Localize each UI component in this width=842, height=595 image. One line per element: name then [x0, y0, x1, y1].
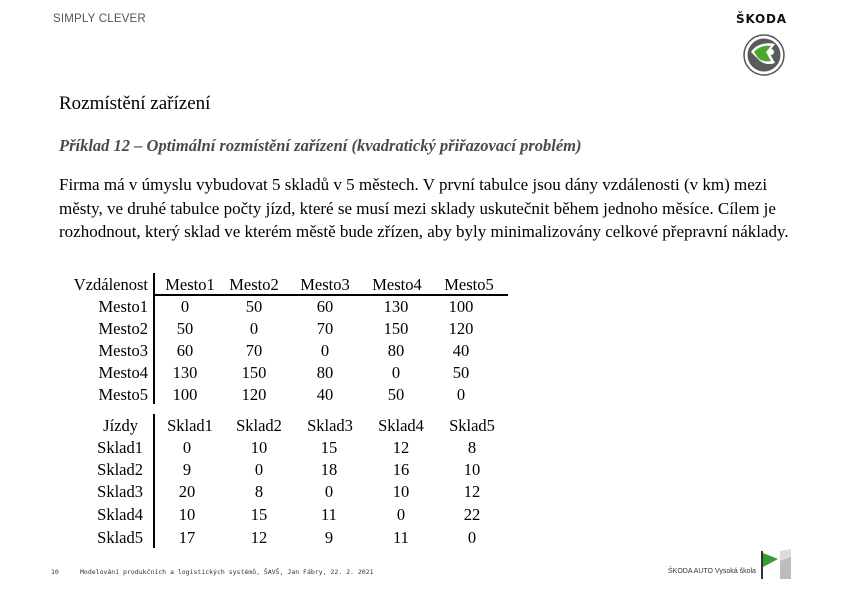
page-title: Rozmístění zařízení [59, 93, 211, 114]
trips-cell: 10 [392, 482, 410, 501]
trips-cell: 0 [182, 438, 192, 457]
trips-cell: 0 [396, 505, 406, 524]
trips-cell: 8 [467, 438, 477, 457]
distance-cell: 0 [391, 363, 401, 382]
distance-cell: 70 [245, 341, 263, 360]
distance-cell: 40 [316, 385, 334, 404]
trips-cell: 10 [463, 460, 481, 479]
distance-cell: 120 [241, 385, 267, 404]
distance-cell: 0 [456, 385, 466, 404]
distance-col-header: Mesto4 [372, 275, 422, 294]
distance-table-corner: Vzdálenost [73, 275, 148, 294]
school-flag-icon [760, 549, 792, 581]
distance-row-label: Mesto5 [98, 385, 148, 404]
distance-cell: 60 [176, 341, 194, 360]
distance-cell: 0 [249, 319, 259, 338]
intro-paragraph: Firma má v úmyslu vybudovat 5 skladů v 5 městech. V první tabulce jsou dány vzdálenosti (v km) mezi městy, ve druhé tabulce počty jízd, které se musí mezi sklady uskutečnit během jednoho měsíce. Cílem je rozhodnout, který sklad ve kterém městě bude zřízen, aby byly minimalizovány celkové přepravní náklady. [59, 175, 789, 241]
trips-cell: 15 [320, 438, 338, 457]
distance-cell: 60 [316, 297, 334, 316]
example-heading: Příklad 12 – Optimální rozmístění zařízení (kvadratický přiřazovací problém) [59, 136, 582, 155]
distance-cell: 50 [245, 297, 263, 316]
trips-cell: 11 [321, 505, 337, 524]
distance-cell: 80 [387, 341, 405, 360]
distance-row-label: Mesto2 [98, 319, 148, 338]
distance-col-header: Mesto3 [300, 275, 350, 294]
skoda-logo-icon [742, 30, 787, 80]
brand-wordmark: ŠKODA [736, 12, 787, 26]
distance-col-header: Mesto5 [444, 275, 494, 294]
trips-row-label: Sklad3 [97, 482, 143, 501]
distance-row-label: Mesto1 [98, 297, 148, 316]
tagline: SIMPLY CLEVER [53, 13, 146, 25]
trips-cell: 0 [324, 482, 334, 501]
trips-cell: 12 [392, 438, 410, 457]
distance-cell: 50 [176, 319, 194, 338]
distance-cell: 0 [180, 297, 190, 316]
distance-cell: 50 [387, 385, 405, 404]
trips-cell: 18 [320, 460, 338, 479]
distance-cell: 130 [383, 297, 409, 316]
distance-row-label: Mesto4 [98, 363, 148, 382]
distance-cell: 120 [448, 319, 474, 338]
distance-cell: 80 [316, 363, 334, 382]
distance-col-header: Mesto1 [165, 275, 215, 294]
distance-cell: 100 [172, 385, 198, 404]
trips-cell: 12 [463, 482, 481, 501]
trips-cell: 0 [254, 460, 264, 479]
distance-cell: 70 [316, 319, 334, 338]
trips-cell: 10 [178, 505, 196, 524]
trips-cell: 0 [467, 528, 477, 547]
distance-cell: 50 [452, 363, 470, 382]
trips-cell: 9 [324, 528, 334, 547]
trips-cell: 9 [182, 460, 192, 479]
trips-cell: 20 [178, 482, 196, 501]
trips-row-label: Sklad4 [97, 505, 143, 524]
trips-cell: 10 [250, 438, 268, 457]
distance-cell: 40 [452, 341, 470, 360]
distance-col-header: Mesto2 [229, 275, 279, 294]
distance-row-label: Mesto3 [98, 341, 148, 360]
distance-cell: 150 [383, 319, 409, 338]
page-number: 10 [51, 568, 59, 576]
trips-col-header: Sklad2 [236, 416, 282, 435]
trips-cell: 22 [463, 505, 481, 524]
trips-col-header: Sklad4 [378, 416, 424, 435]
trips-col-header: Sklad1 [167, 416, 213, 435]
distance-cell: 150 [241, 363, 267, 382]
distance-cell: 130 [172, 363, 198, 382]
trips-row-label: Sklad5 [97, 528, 143, 547]
footer-course-info: Modelování produkčních a logistických systémů, ŠAVŠ, Jan Fábry, 22. 2. 2021 [80, 568, 374, 576]
footer-school-name: ŠKODA AUTO Vysoká škola [668, 568, 756, 575]
trips-cell: 16 [392, 460, 410, 479]
trips-table-corner: Jízdy [103, 416, 138, 435]
trips-row-label: Sklad1 [97, 438, 143, 457]
trips-row-label: Sklad2 [97, 460, 143, 479]
distance-cell: 100 [448, 297, 474, 316]
distance-cell: 0 [320, 341, 330, 360]
trips-cell: 15 [250, 505, 268, 524]
trips-cell: 17 [178, 528, 196, 547]
trips-col-header: Sklad3 [307, 416, 353, 435]
trips-col-header: Sklad5 [449, 416, 495, 435]
trips-cell: 12 [250, 528, 268, 547]
trips-cell: 8 [254, 482, 264, 501]
trips-cell: 11 [393, 528, 409, 547]
